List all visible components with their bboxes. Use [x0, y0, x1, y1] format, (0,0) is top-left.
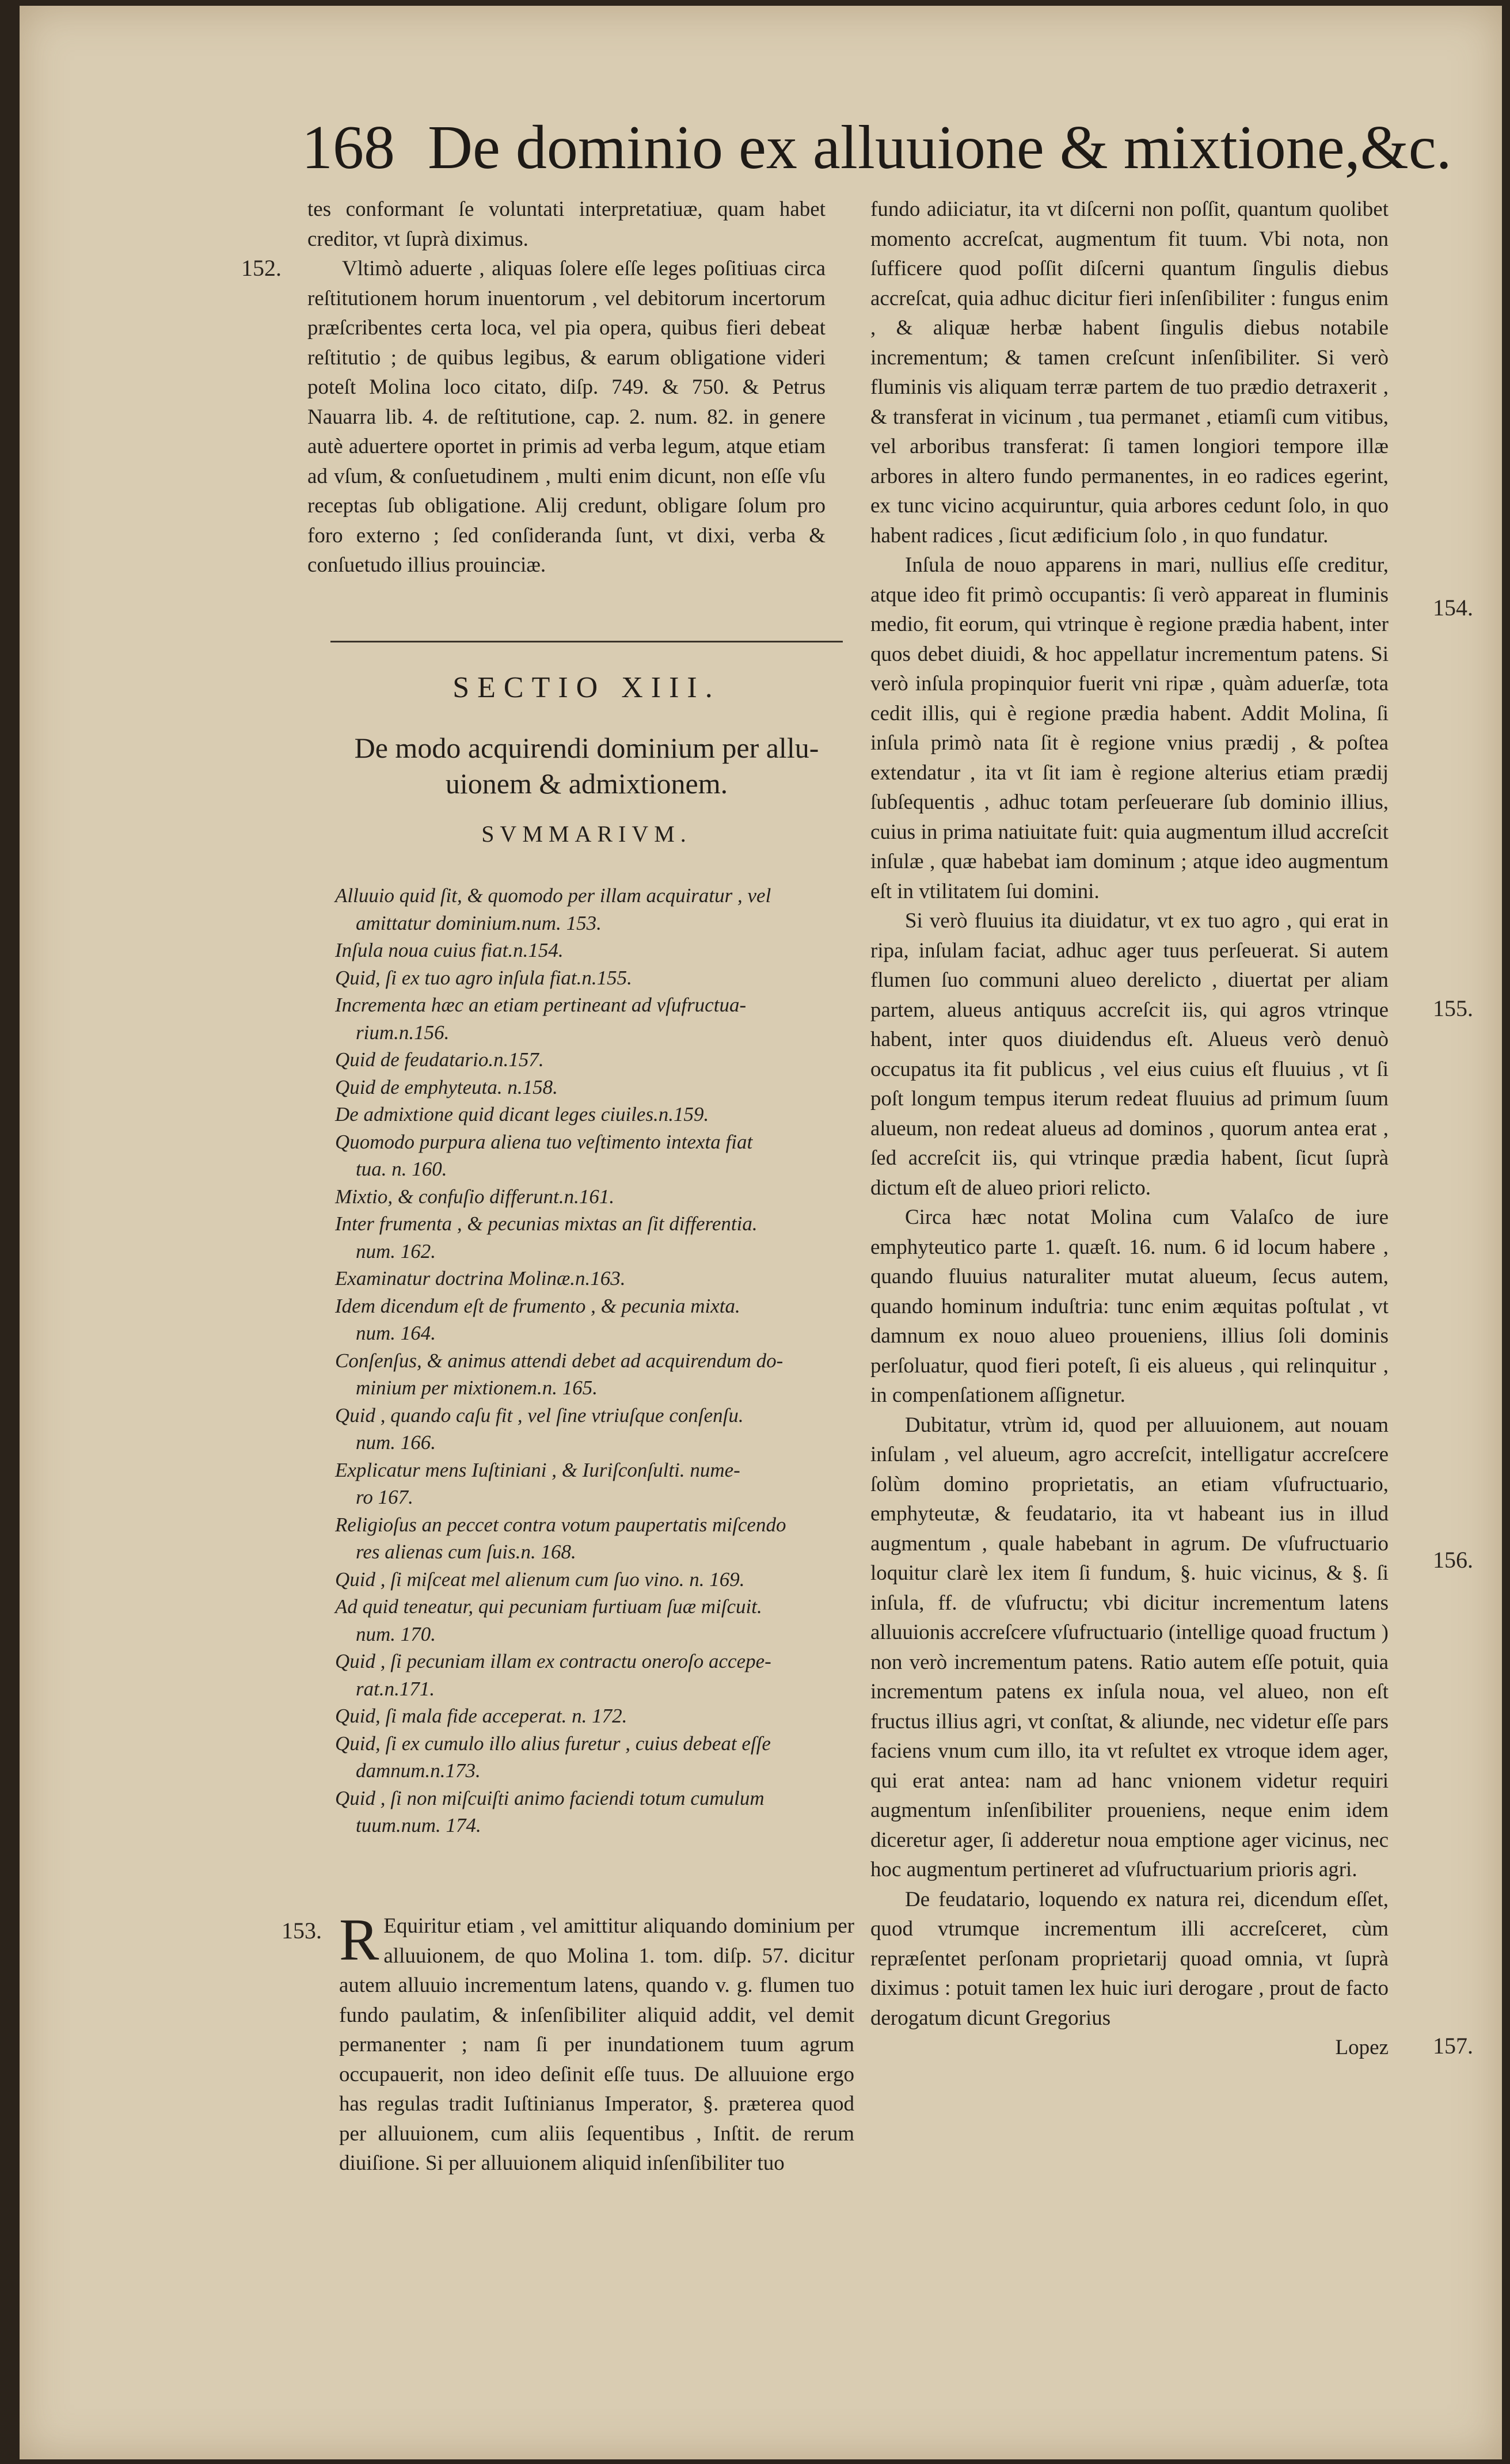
summary-item: Idem dicendum eſt de frumento , & pecunia mixta. num. 164. — [335, 1294, 740, 1344]
margin-number-157: 157. — [1433, 2033, 1473, 2059]
summary-item: Quid, ſi ex tuo agro inſula fiat.n.155. — [335, 966, 632, 989]
book-page — [20, 6, 1502, 2459]
paragraph: Circa hæc notat Molina cum Valaſco de iure emphyteutico parte 1. quæſt. 16. num. 6 id locum habere , quando fluuius naturaliter mutat alueum, ſecus autem, quando hominum induſtria: tunc enim æquitas poſtulat , vt damnum ex nouo alueo proueniens, illius ſoli dominis perſoluatur, quod fieri poteſt, ſi eis alueus , qui relinquitur , in compenſationem aſſignetur. — [870, 1206, 1389, 1407]
summary-item: Mixtio, & confuſio differunt.n.161. — [335, 1185, 615, 1208]
section-title-line-1: De modo acquirendi dominium per allu- — [354, 732, 819, 764]
right-column — [870, 195, 1389, 2063]
margin-number-154: 154. — [1433, 595, 1473, 621]
summary-item: Examinatur doctrina Molinæ.n.163. — [335, 1267, 626, 1290]
paragraph-153: R Equiritur etiam , vel amittitur aliquando dominium per alluuionem, de quo Molina 1. tom. diſp. 57. dicitur autem alluuio incrementum latens, quando v. g. flumen tuo fundo paulatim, & inſenſibiliter aliquid addit, vel demit permanenter ; nam ſi per inundationem tuum agrum occupauerit, non ideo deſinit eſſe tuus. De alluuione ergo has regulas tradit Iuſtinianus Imperator, §. præterea quod per alluuionem, cum aliis ſequentibus , Inſtit. de rerum diuiſione. Si per alluuionem aliquid inſenſibiliter tuo — [339, 1907, 854, 2175]
summary-item: Quid, ſi ex cumulo illo alius furetur , cuius debeat eſſe damnum.n.173. — [335, 1732, 771, 1782]
paragraph-157: De feudatario, loquendo ex natura rei, dicendum eſſet, quod vtrumque incrementum illi accreſceret, cùm repræſentet perſonam proprietarij quoad omnia, vt ſuprà diximus : potuit tamen lex huic iuri derogare , prout de facto derogatum dicunt Gregorius — [870, 1887, 1389, 2030]
margin-number-155: 155. — [1433, 995, 1473, 1021]
paragraph-152: Vltimò aduerte , aliquas ſolere eſſe leges poſitiuas circa reſtitutionem horum inuentorum , vel debitorum incertorum præſcribentes certa loca, vel pia opera, quibus fieri debeat reſtitutio ; de quibus legibus, & earum obligatione videri poteſt Molina loco citato, diſp. 749. & 750. & Petrus Nauarra lib. 4. de reſtitutione, cap. 2. num. 82. in genere autè aduertere oportet in primis ad verba legum, atque etiam ad vſum, & conſuetudinem , multi enim dicunt, non eſſe vſu receptas ſub obligatione. Alij credunt, obligare ſolum pro foro externo ; ſed conſideranda ſunt, vt dixi, verba & conſuetudo illius prouinciæ. — [307, 257, 826, 577]
summary-list — [335, 882, 856, 1839]
summary-item: Quid de feudatario.n.157. — [335, 1048, 544, 1071]
section-title-line-2: uionem & admixtionem. — [445, 767, 728, 800]
summary-item: Quomodo purpura aliena tuo veſtimento intexta fiat tua. n. 160. — [335, 1130, 753, 1180]
summary-item: Quid de emphyteuta. n.158. — [335, 1075, 558, 1098]
summary-item: De admixtione quid dicant leges ciuiles.n.159. — [335, 1103, 709, 1125]
summary-item: Quid , quando caſu fit , vel ſine vtriuſque conſenſu. num. 166. — [335, 1404, 744, 1454]
summary-item: Quid , ſi pecuniam illam ex contractu oneroſo accepe- rat.n.171. — [335, 1650, 771, 1700]
margin-number-152: 152. — [241, 255, 282, 281]
summary-item: Inter frumenta , & pecunias mixtas an ſit differentia. num. 162. — [335, 1212, 758, 1263]
summary-item: Explicatur mens Iuſtiniani , & Iuriſconſulti. nume- ro 167. — [335, 1458, 740, 1508]
paragraph-154: Inſula de nouo apparens in mari, nullius eſſe creditur, atque ideo fit primò occupantis: ſi verò appareat in fluminis medio, fit eorum, qui vtrinque è regione prædia habent, inter quos debet diuidi, & hoc appellatur incrementum patens. Si verò inſula propinquior fuerit vni ripæ , quàm aduerſæ, tota cedit illis, qui è regione prædia habent. Addit Molina, ſi inſula primò nata ſit è regione vnius prædij , & poſtea extendatur , ita vt ſit iam è regione alterius etiam prædij ſubſequentis , adhuc totam perſeuerare ſub dominio illius, cuius in prima natiuitate fuit: quia augmentum illud accreſcit inſulæ , quæ habebat iam dominum ; atque ideo augmentum eſt in vtilitatem ſui domini. — [870, 553, 1389, 903]
margin-number-156: 156. — [1433, 1547, 1473, 1573]
summary-item: Quid , ſi miſceat mel alienum cum ſuo vino. n. 169. — [335, 1568, 745, 1591]
summary-item: Incrementa hæc an etiam pertineant ad vſufructua- rium.n.156. — [335, 994, 747, 1044]
summary-item: Ad quid teneatur, qui pecuniam furtiuam ſuæ miſcuit. num. 170. — [335, 1595, 762, 1645]
paragraph-156: Dubitatur, vtrùm id, quod per alluuionem, aut nouam inſulam , vel alueum, agro accreſcit, intelligatur accreſcere ſolùm domino proprietatis, an etiam vſufructuario, emphyteutæ, & feudatario, ita vt habeant ius in illud augmentum , quale habebant in agrum. De vſufructuario loquitur clarè lex item ſi fundum, §. huic vicinus, & §. ſi inſula, ff. de vſufructu; vbi dicitur incrementum latens alluuionis accreſcere vſufructuario (intellige quoad fructum ) non verò incrementum patens. Ratio autem eſſe potuit, quia incrementum patens ex inſula noua, vel alueo, non eſt fructus illius agri, vt conſtat, & aliunde, nec videtur eſſe pars faciens vnum cum illo, ita vt reſultet ex vtroque idem ager, qui erat antea: nam ad hanc vnionem videtur requiri augmentum inſenſibiliter proueniens, neque enim idem diceretur ager, ſi adderetur noua emptione ager vicinus, nec hoc augmentum pertineret ad vſufructuarium prioris agri. — [870, 1413, 1389, 1881]
paragraph-155: Si verò fluuius ita diuidatur, vt ex tuo agro , qui erat in ripa, inſulam faciat, adhuc ager tuus perſeuerat. Si autem flumen ſuo communi alueo derelicto , diuertat per aliam partem, alueus antiquus accreſcit iis, qui agros vtrinque habent, inter quos diuidendus eſt. Alueus verò denuò occupatus ita fit publicus , vel eius cuius eſt fluuius , vt ſi poſt longum tempus iterum redeat fluuius ad primum ſuum alueum, non redeat alueus ad dominos , quorum antea erat , ſed accreſcit iis, qui vtrinque prædia habent, ſicut ſuprà dictum eſt de alueo priori relicto. — [870, 909, 1389, 1200]
page-title: De dominio ex alluuione & mixtione,&c. — [428, 113, 1452, 182]
summary-item: Religioſus an peccet contra votum paupertatis miſcendo res alienas cum ſuis.n. 168. — [335, 1513, 786, 1563]
summary-item: Conſenſus, & animus attendi debet ad acquirendum do- minium per mixtionem.n. 165. — [335, 1349, 783, 1399]
catchword: Lopez — [1335, 2036, 1389, 2059]
summary-item: Quid , ſi non miſcuiſti animo faciendi totum cumulum tuum.num. 174. — [335, 1786, 764, 1836]
left-column — [307, 195, 826, 580]
margin-number-153: 153. — [282, 1918, 322, 1944]
running-header — [302, 112, 1452, 184]
summary-item: Alluuio quid ſit, & quomodo per illam acquiratur , vel amittatur dominium.num. 153. — [335, 884, 771, 934]
drop-cap: R — [339, 1907, 379, 1973]
section-title — [330, 730, 843, 801]
summary-item: Quid, ſi mala fide acceperat. n. 172. — [335, 1705, 627, 1727]
summary-heading: SVMMARIVM. — [481, 821, 692, 847]
paragraph: tes conformant ſe voluntati interpretatiuæ, quam habet creditor, vt ſuprà diximus. — [307, 197, 826, 251]
paragraph: fundo adiiciatur, ita vt diſcerni non poſſit, quantum quolibet momento accreſcat, augmentum fit tuum. Vbi nota, non ſufficere quod poſſit diſcerni quantum ſingulis diebus accreſcat, quia adhuc dicitur fieri inſenſibiliter : fungus enim , & aliquæ herbæ habent ſingulis diebus notabile incrementum; & tamen creſcunt inſenſibiliter. Si verò fluminis vis aliquam terræ partem de tuo prædio detraxerit , & transferat in vicinum , tua permanet , etiamſi cum vitibus, vel arboribus transferat: ſi tamen longiori tempore illæ arbores in altero fundo permanentes, in eo radices egerint, ex tunc vicino acquiruntur, quia arbores cedunt ſolo, in quo habent radices , ſicut ædificium ſolo , in quo fundatur. — [870, 197, 1389, 547]
section-number: SECTIO XIII. — [452, 671, 721, 704]
summary-item: Inſula noua cuius fiat.n.154. — [335, 939, 564, 961]
page-number: 168 — [302, 113, 395, 182]
section-divider — [330, 641, 843, 642]
